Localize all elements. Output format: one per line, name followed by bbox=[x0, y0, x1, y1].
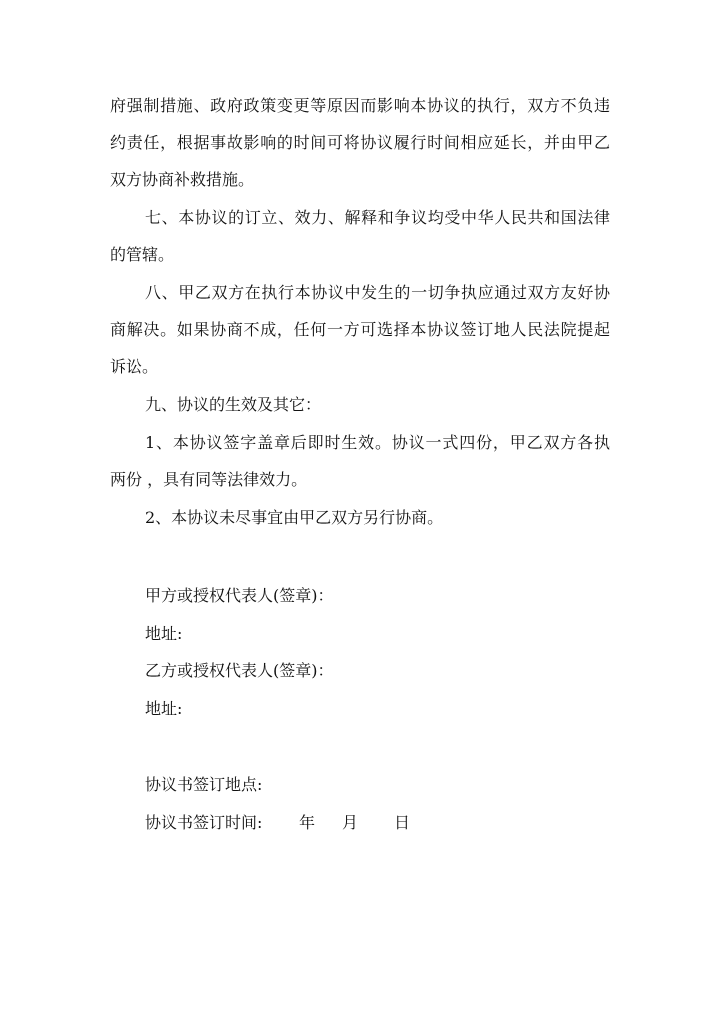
clause-7-line-1: 七、本协议的订立、效力、解释和争议均受中华人民共和国法律 bbox=[145, 208, 610, 227]
party-a-address-label: 地址: bbox=[145, 624, 183, 643]
party-b-address-label: 地址: bbox=[145, 699, 183, 718]
clause-8-line-3: 诉讼。 bbox=[110, 357, 159, 376]
body-line-2: 约责任，根据事故影响的时间可将协议履行时间相应延长，并由甲乙 bbox=[110, 133, 610, 152]
signing-day-label: 日 bbox=[394, 813, 411, 832]
clause-9-item-1-line-1: 1、本协议签字盖章后即时生效。协议一式四份，甲乙双方各执 bbox=[145, 433, 610, 452]
party-a-signature-label: 甲方或授权代表人(签章)： bbox=[145, 586, 334, 605]
clause-9-item-2: 2、本协议未尽事宜由甲乙双方另行协商。 bbox=[145, 508, 444, 527]
party-b-signature-label: 乙方或授权代表人(签章)： bbox=[145, 661, 334, 680]
clause-7-line-2: 的管辖。 bbox=[110, 245, 175, 264]
signing-time-label: 协议书签订时间: bbox=[145, 813, 263, 832]
signing-month-label: 月 bbox=[342, 813, 359, 832]
body-line-1: 府强制措施、政府政策变更等原因而影响本协议的执行，双方不负违 bbox=[110, 96, 610, 115]
clause-9-item-1-line-2: 两份 ，具有同等法律效力。 bbox=[110, 470, 308, 489]
clause-8-line-1: 八、甲乙双方在执行本协议中发生的一切争执应通过双方友好协 bbox=[145, 283, 610, 302]
body-line-3: 双方协商补救措施。 bbox=[110, 170, 255, 189]
clause-9-heading: 九、协议的生效及其它： bbox=[145, 395, 322, 414]
signing-place-label: 协议书签订地点: bbox=[145, 775, 263, 794]
signing-year-label: 年 bbox=[299, 813, 316, 832]
clause-8-line-2: 商解决。如果协商不成，任何一方可选择本协议签订地人民法院提起 bbox=[110, 320, 610, 339]
